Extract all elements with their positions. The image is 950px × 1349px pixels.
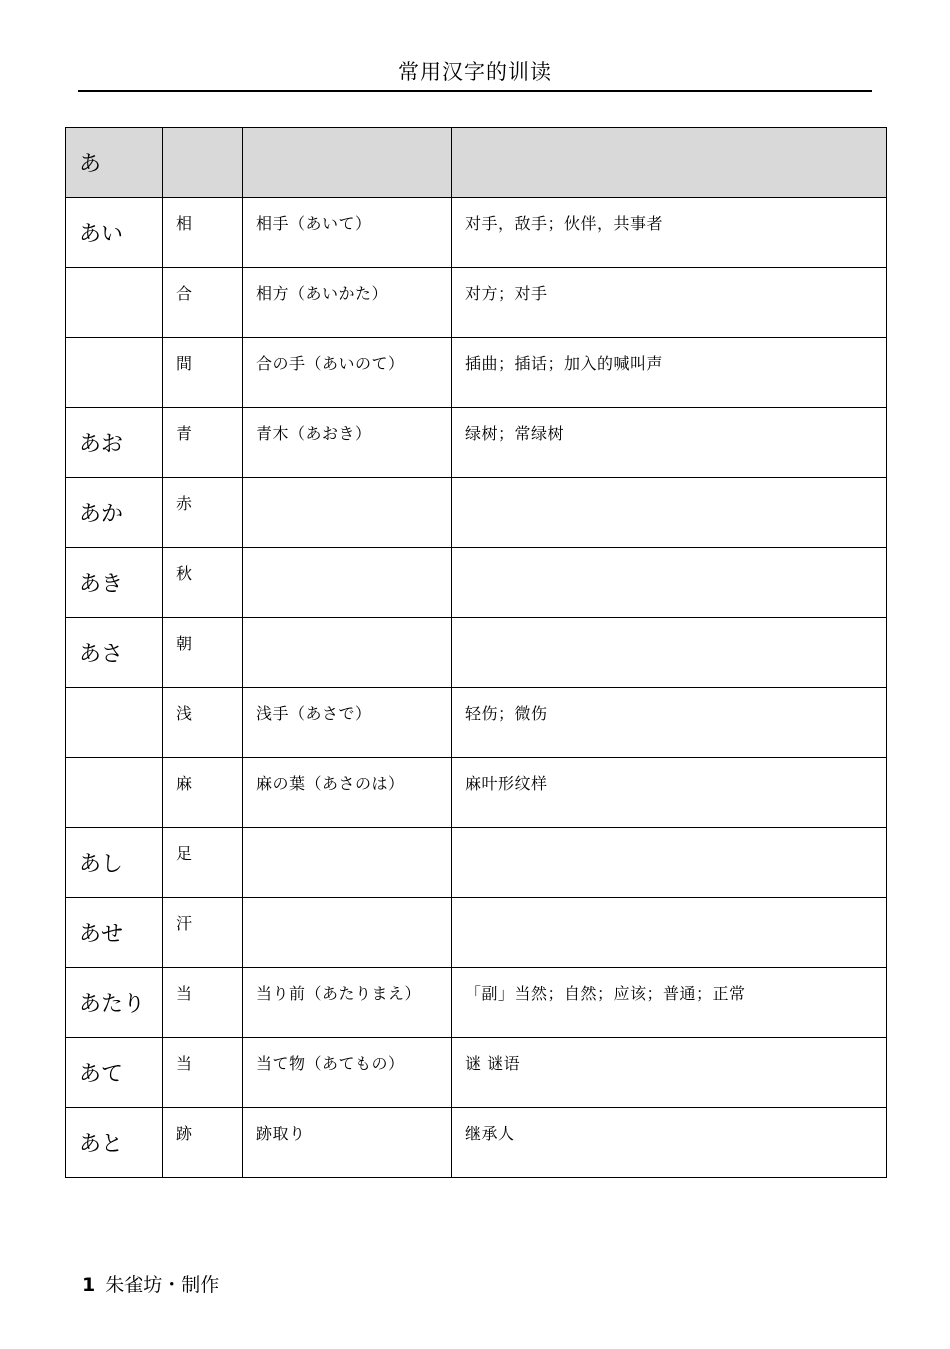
word-cell <box>243 548 452 618</box>
kanji-cell: 赤 <box>163 478 243 548</box>
kana-cell: あい <box>66 198 163 268</box>
kanji-cell: 当 <box>163 968 243 1038</box>
meaning-cell: 麻叶形纹样 <box>452 758 887 828</box>
kanji-cell: 合 <box>163 268 243 338</box>
kana-cell <box>66 688 163 758</box>
kanji-cell: 跡 <box>163 1108 243 1178</box>
kanji-cell: 足 <box>163 828 243 898</box>
meaning-cell <box>452 548 887 618</box>
word-cell: 相手（あいて） <box>243 198 452 268</box>
kanji-cell: 青 <box>163 408 243 478</box>
kanji-cell: 麻 <box>163 758 243 828</box>
table-row <box>66 1038 887 1108</box>
kana-cell: あと <box>66 1108 163 1178</box>
word-cell: 当り前（あたりまえ） <box>243 968 452 1038</box>
word-cell <box>243 478 452 548</box>
meaning-cell <box>452 898 887 968</box>
table-row <box>66 618 887 688</box>
table-row <box>66 968 887 1038</box>
header-kanji-cell <box>163 128 243 198</box>
table-row <box>66 688 887 758</box>
table-row <box>66 408 887 478</box>
page-title: 常用汉字的训读 <box>398 60 552 84</box>
kana-cell <box>66 268 163 338</box>
header-meaning-cell <box>452 128 887 198</box>
meaning-cell: 轻伤；微伤 <box>452 688 887 758</box>
meaning-cell <box>452 828 887 898</box>
page-number: 1 <box>82 1274 96 1296</box>
meaning-cell <box>452 618 887 688</box>
word-cell: 相方（あいかた） <box>243 268 452 338</box>
kanji-cell: 当 <box>163 1038 243 1108</box>
kanji-cell: 朝 <box>163 618 243 688</box>
table-row <box>66 548 887 618</box>
table-row <box>66 338 887 408</box>
kanji-cell: 浅 <box>163 688 243 758</box>
kana-cell: あお <box>66 408 163 478</box>
word-cell: 当て物（あてもの） <box>243 1038 452 1108</box>
table-row <box>66 478 887 548</box>
meaning-cell: 谜 谜语 <box>452 1038 887 1108</box>
word-cell <box>243 898 452 968</box>
word-cell: 浅手（あさで） <box>243 688 452 758</box>
title-divider <box>78 90 872 92</box>
kana-cell: あさ <box>66 618 163 688</box>
table-row <box>66 268 887 338</box>
word-cell <box>243 828 452 898</box>
header-word-cell <box>243 128 452 198</box>
table-row <box>66 198 887 268</box>
table-row <box>66 828 887 898</box>
kana-cell: あし <box>66 828 163 898</box>
section-kana-cell: あ <box>66 128 163 198</box>
word-cell: 青木（あおき） <box>243 408 452 478</box>
meaning-cell: 绿树；常绿树 <box>452 408 887 478</box>
meaning-cell <box>452 478 887 548</box>
table-header-row <box>66 128 887 198</box>
kanji-cell: 秋 <box>163 548 243 618</box>
footer-credit: 朱雀坊・制作 <box>105 1274 220 1296</box>
kanji-cell: 間 <box>163 338 243 408</box>
kana-cell: あたり <box>66 968 163 1038</box>
table-row <box>66 758 887 828</box>
meaning-cell: 对手，敌手；伙伴，共事者 <box>452 198 887 268</box>
kanji-cell: 相 <box>163 198 243 268</box>
meaning-cell: 继承人 <box>452 1108 887 1178</box>
word-cell: 麻の葉（あさのは） <box>243 758 452 828</box>
word-cell: 跡取り <box>243 1108 452 1178</box>
page-footer <box>82 1270 219 1297</box>
kana-cell: あき <box>66 548 163 618</box>
kana-cell: あせ <box>66 898 163 968</box>
table-row <box>66 1108 887 1178</box>
word-cell <box>243 618 452 688</box>
kanji-cell: 汗 <box>163 898 243 968</box>
word-cell: 合の手（あいのて） <box>243 338 452 408</box>
meaning-cell: 对方；对手 <box>452 268 887 338</box>
kana-cell <box>66 758 163 828</box>
table-row <box>66 898 887 968</box>
meaning-cell: 「副」当然；自然；应该；普通；正常 <box>452 968 887 1038</box>
kana-cell: あか <box>66 478 163 548</box>
vocabulary-table <box>65 127 887 1178</box>
meaning-cell: 插曲；插话；加入的喊叫声 <box>452 338 887 408</box>
kana-cell <box>66 338 163 408</box>
kana-cell: あて <box>66 1038 163 1108</box>
